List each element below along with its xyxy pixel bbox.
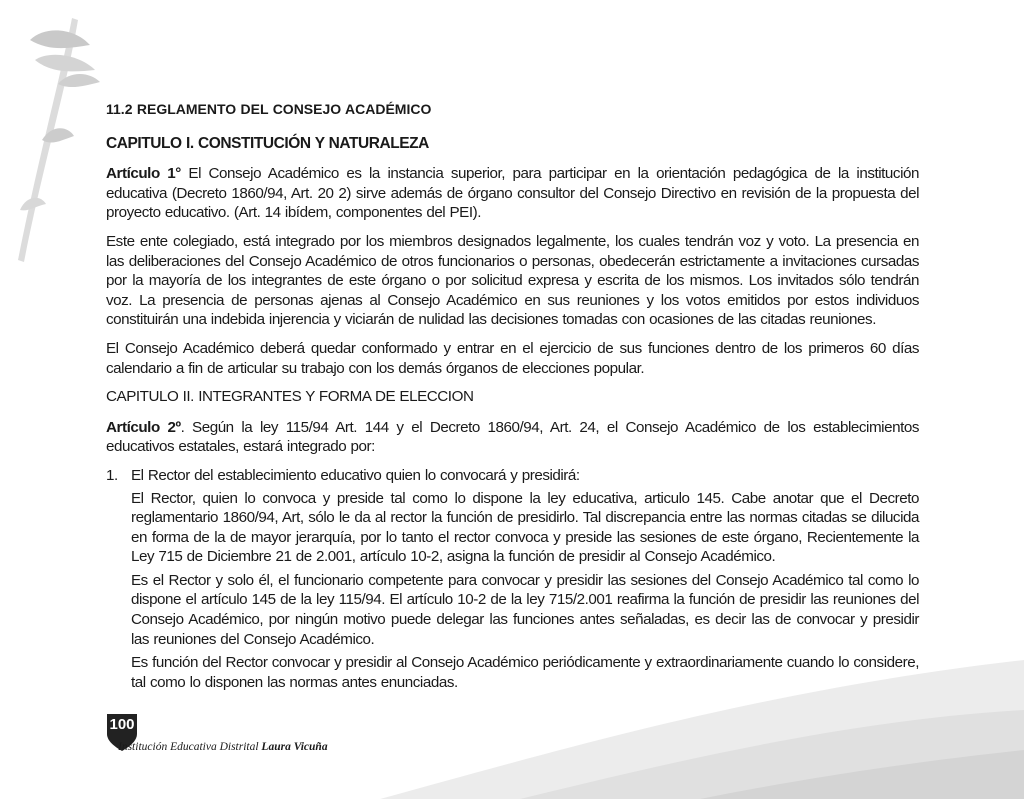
footer-institution-prefix: Institución Educativa Distrital bbox=[118, 741, 262, 753]
list-item-body bbox=[131, 466, 919, 697]
footer-institution bbox=[118, 741, 328, 753]
conformado-paragraph: El Consejo Académico deberá quedar conformado y entrar en el ejercicio de sus funciones dentro de los primeros 60 días calendario a fin de articular su trabajo con los demás órganos de elecciones popular. bbox=[106, 339, 919, 377]
document-body bbox=[106, 100, 919, 696]
list-item-paragraph: Es función del Rector convocar y presidir al Consejo Académico periódicamente y extraordinariamente cuando lo considere, tal como lo disponen las normas antes enunciadas. bbox=[131, 654, 919, 691]
article-2-text: . Según la ley 115/94 Art. 144 y el Decreto 1860/94, Art. 24, el Consejo Académico de los establecimientos educativos estatales, estará integrado por: bbox=[106, 418, 920, 456]
colegiado-paragraph: Este ente colegiado, está integrado por los miembros designados legalmente, los cuales tendrán voz y voto. La presencia en las deliberaciones del Consejo Académico de otros funcionarios o personas, obedecerán estrictamente a invitaciones cursadas por la mayoría de los integrantes de este órgano o por solicitud expresa y escrita de los mismos. Los invitados sólo tendrán voz. La presencia de personas ajenas al Consejo Académico en sus reuniones y los votos emitidos por estos individuos constituirán una indebida injerencia y viciarán de nulidad las decisiones tomadas con ocasiones de las citadas reuniones. bbox=[106, 232, 919, 329]
list-item-paragraph: Es el Rector y solo él, el funcionario competente para convocar y presidir las sesiones del Consejo Académico tal como lo dispone el artículo 145 de la ley 115/94. El artículo 10-2 de la ley 715/2.001 reafirma la función de presidir las reuniones del Consejo Académico, por ningún motivo puede delegar las funciones antes señaladas, es decir las de convocar y presidir las reuniones del Consejo Académico. bbox=[131, 571, 919, 648]
article-1-paragraph bbox=[106, 164, 919, 223]
chapter-2-heading: CAPITULO II. INTEGRANTES Y FORMA DE ELECCION bbox=[106, 388, 474, 406]
chapter-1-heading: CAPITULO I. CONSTITUCIÓN Y NATURALEZA bbox=[106, 134, 429, 152]
article-1-text: El Consejo Académico es la instancia superior, para participar en la orientación pedagógica de la institución educativa (Decreto 1860/94, Art. 20 2) sirve además de órgano consultor del Consejo Directivo en revisión de la propuesta del proyecto educativo. (Art. 14 ibídem, componentes del PEI). bbox=[106, 165, 919, 222]
article-2-paragraph bbox=[106, 418, 919, 457]
list-item-title: El Rector del establecimiento educativo quien lo convocará y presidirá: bbox=[131, 466, 580, 484]
page-number: 100 bbox=[109, 716, 135, 733]
list-item-paragraph: El Rector, quien lo convoca y preside tal como lo dispone la ley educativa, articulo 145. Cabe anotar que el Decreto reglamentario 1860/94, Art, sólo le da al rector la función de presidirlo. Tal discrepancia entre las normas citadas se dilucida en forma de la de mayor jerarquía, por lo tanto el rector convoca y preside las sesiones de este órgano, Recientemente la Ley 715 de Diciembre 21 de 2.001, artículo 10-2, asigna la función de presidir al Consejo Académico. bbox=[131, 489, 919, 566]
document-title: 11.2 REGLAMENTO DEL CONSEJO ACADÉMICO bbox=[106, 101, 432, 117]
footer-institution-name: Laura Vicuña bbox=[261, 741, 328, 753]
article-1-label: Artículo 1° bbox=[106, 165, 181, 183]
leaf-decoration bbox=[0, 0, 110, 300]
list-item bbox=[106, 466, 919, 697]
article-2-label: Artículo 2º bbox=[106, 418, 181, 436]
list-item-number: 1. bbox=[106, 466, 118, 484]
